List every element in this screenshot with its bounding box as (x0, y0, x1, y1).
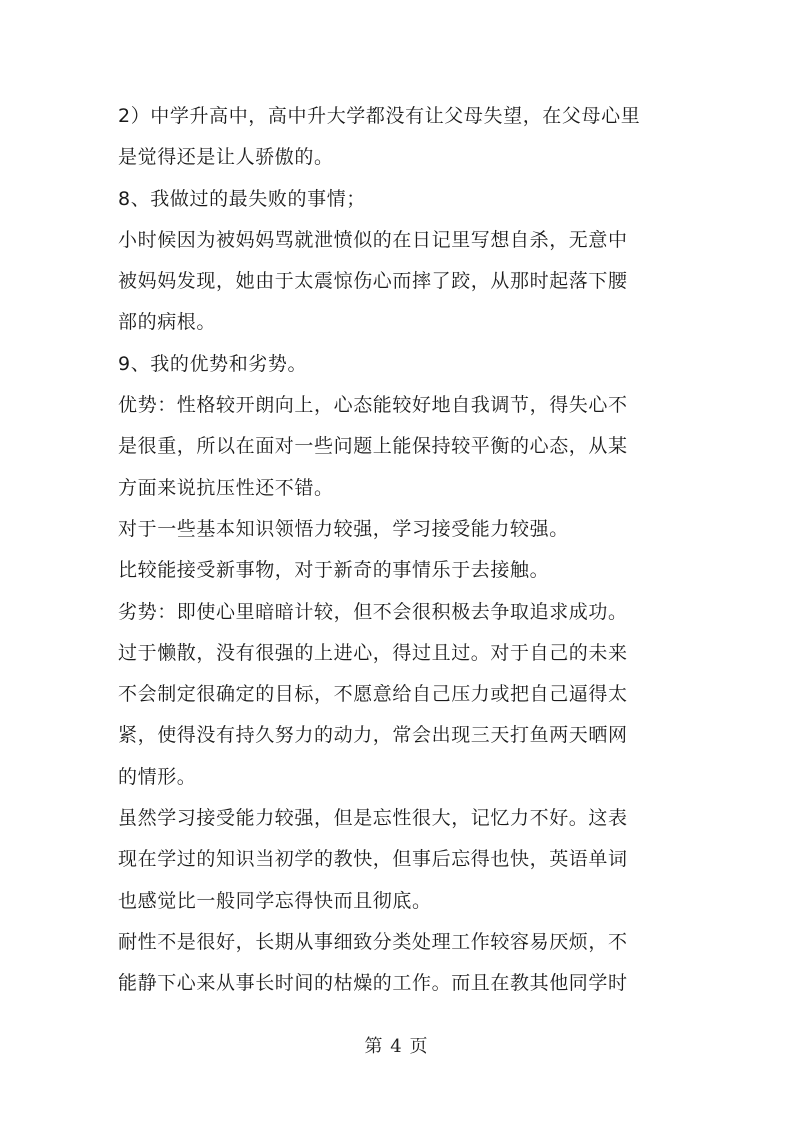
text-line: 是觉得还是让人骄傲的。 (118, 146, 334, 169)
text-line: 劣势：即使心里暗暗计较，但不会很积极去争取追求成功。 (118, 600, 628, 623)
text-line: 被妈妈发现，她由于太震惊伤心而摔了跤，从那时起落下腰 (118, 270, 628, 293)
text-line: 的情形。 (118, 765, 197, 788)
text-line: 现在学过的知识当初学的教快，但事后忘得也快，英语单词 (118, 848, 628, 871)
text-line: 对于一些基本知识领悟力较强，学习接受能力较强。 (118, 517, 569, 540)
text-line: 是很重，所以在面对一些问题上能保持较平衡的心态，从某 (118, 435, 628, 458)
text-line: 方面来说抗压性还不错。 (118, 476, 334, 499)
text-line: 不会制定很确定的目标，不愿意给自己压力或把自己逼得太 (118, 683, 628, 706)
text-line: 能静下心来从事长时间的枯燥的工作。而且在教其他同学时 (118, 972, 628, 995)
text-line: 优势：性格较开朗向上，心态能较好地自我调节，得失心不 (118, 394, 628, 417)
text-line: 耐性不是很好，长期从事细致分类处理工作较容易厌烦，不 (118, 930, 628, 953)
text-line: 紧，使得没有持久努力的动力，常会出现三天打鱼两天晒网 (118, 724, 628, 747)
section-heading: 9、我的优势和劣势。 (118, 352, 308, 375)
page-number: 第 4 页 (364, 1036, 429, 1057)
text-line: 部的病根。 (118, 311, 217, 334)
text-line: 比较能接受新事物，对于新奇的事情乐于去接触。 (118, 559, 550, 582)
text-line: 2）中学升高中，高中升大学都没有让父母失望，在父母心里 (118, 105, 641, 127)
text-line: 过于懒散，没有很强的上进心，得过且过。对于自己的未来 (118, 641, 628, 664)
text-line: 小时候因为被妈妈骂就泄愤似的在日记里写想自杀，无意中 (118, 228, 628, 251)
text-line: 也感觉比一般同学忘得快而且彻底。 (118, 889, 432, 912)
text-line: 虽然学习接受能力较强，但是忘性很大，记忆力不好。这表 (118, 807, 628, 830)
document-body (118, 96, 678, 1005)
section-heading: 8、我做过的最失败的事情； (118, 187, 366, 210)
